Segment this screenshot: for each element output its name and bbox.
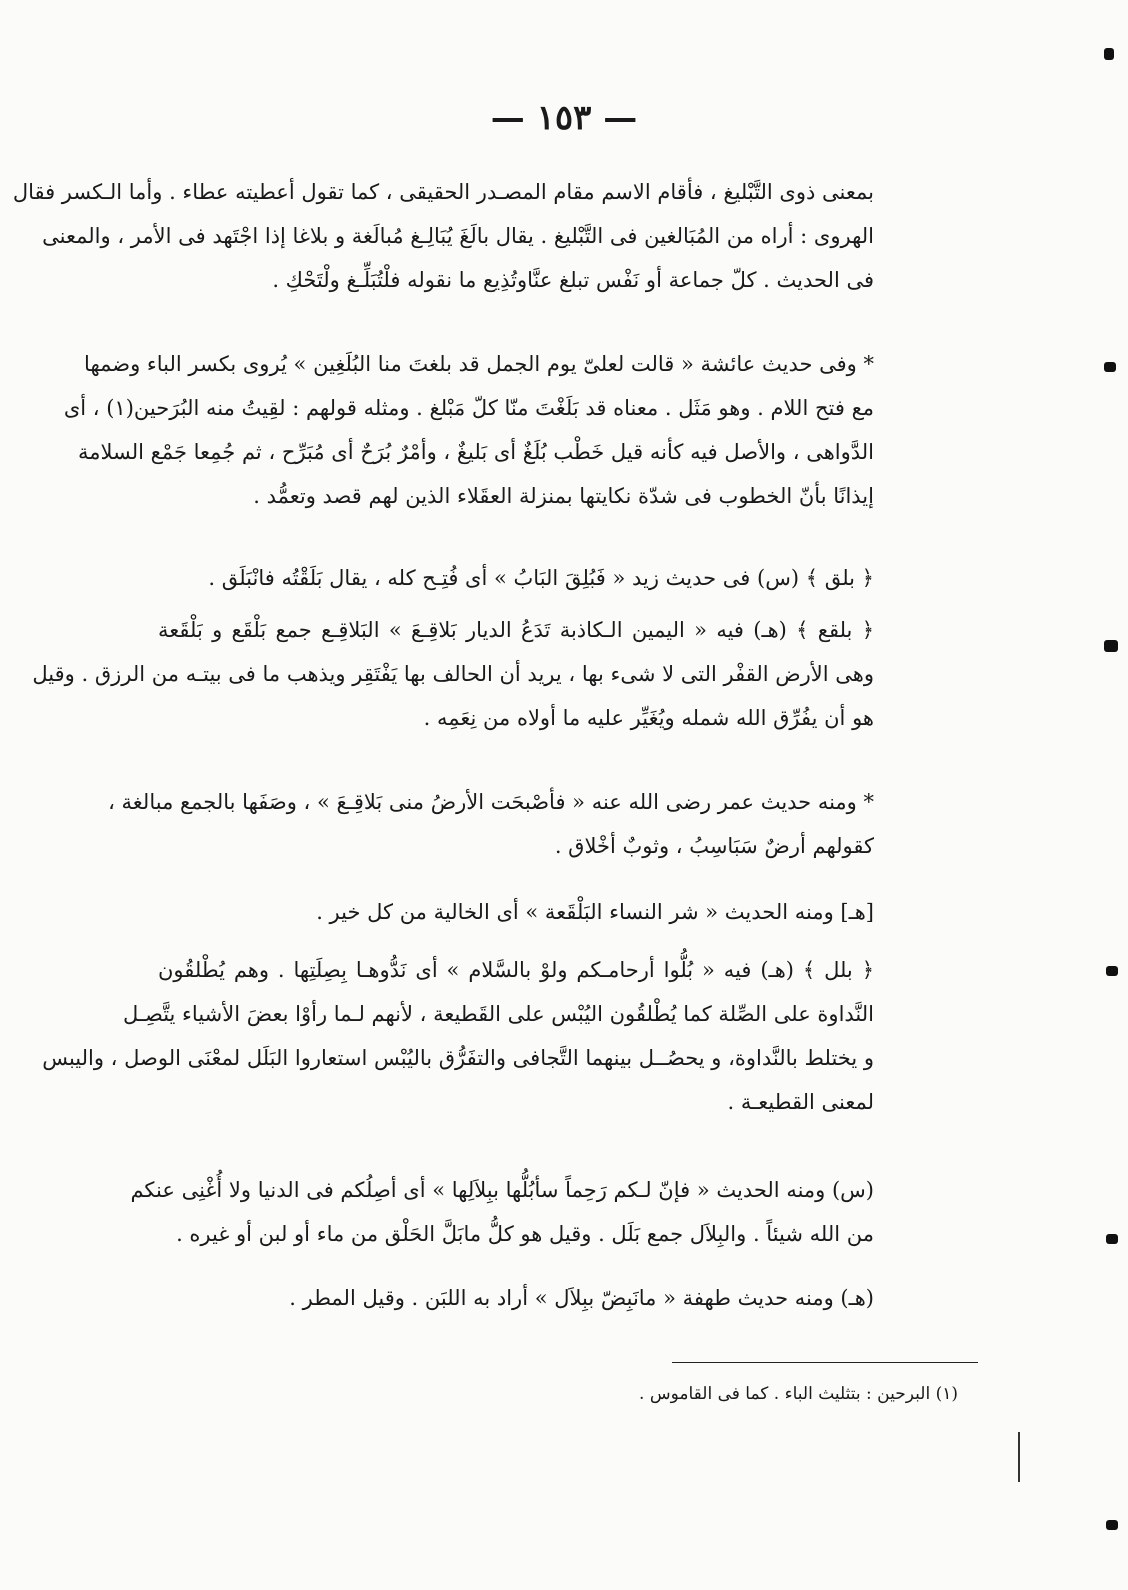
page-edge-mark	[1106, 1234, 1118, 1244]
text-line: (هـ) ومنه حديث طهفة « مانَبِضّ ببِلاَل » أراد به اللبَن . وقيل المطر .	[289, 1286, 874, 1310]
paragraph-tabligh	[12, 170, 874, 302]
page-edge-mark	[1104, 362, 1116, 372]
text-line: النَّداوة على الصِّلة كما يُطْلقُون اليُبْس على القَطيعة ، لأنهم لـما رأوْا بعضَ الأشياء يتَّصِـل	[122, 1002, 874, 1026]
text-line: الدَّواهى ، والأصل فيه كأنه قيل خَطْب بُلَغٌ أى بَليغٌ ، وأمْرٌ بُرَحٌ أى مُبَرِّح ، ثم جُمِعا جَمْع السلامة	[77, 440, 874, 464]
footnote: (١) البرحين : بتثليث الباء . كما فى القاموس .	[639, 1384, 958, 1404]
paragraph-balqaa	[158, 890, 874, 934]
text-line: و يختلط بالنَّداوة، و يحصُــل بينهما التَّجافى والتفَرُّق باليُبْس استعاروا البَلَل لمعْنَى الوصل ، واليبس	[42, 1046, 874, 1070]
entry-balqa	[32, 608, 874, 740]
text-line: من الله شيئاً . والبِلاَل جمع بَلَل . وقيل هو كلُّ مابَلَّ الحَلْق من ماء أو لبن أو غيره .	[176, 1222, 874, 1246]
paragraph-umar-hadith	[108, 780, 874, 868]
text-line: (س) ومنه الحديث « فإنّ لـكم رَحِماً سأبُلُّها ببِلاَلِها » أى أصِلُكم فى الدنيا ولا أُغْنِى عنكم	[130, 1178, 874, 1202]
paragraph-tahfa-hadith	[158, 1276, 874, 1320]
text-line: بمعنى ذوى التَّبْليغ ، فأقام الاسم مقام المصـدر الحقيقى ، كما تقول أعطيته عطاء . وأما الـكسر فقال	[12, 180, 874, 204]
page-number: — ١٥٣ —	[490, 98, 638, 138]
page-edge-mark	[1104, 640, 1118, 652]
entry-balaq	[158, 556, 874, 600]
margin-line	[1018, 1432, 1020, 1482]
footnote-divider	[672, 1362, 978, 1363]
page-edge-mark	[1106, 1520, 1118, 1530]
text-line: ﴿ بلق ﴾ (س) فى حديث زيد « فَبُلِقَ البَابُ » أى فُتِـح كله ، يقال بَلَقْتُه فانْبَلَق .	[208, 566, 874, 590]
paragraph-rahim-hadith	[130, 1168, 874, 1256]
page-edge-mark	[1106, 966, 1118, 976]
text-line: هو أن يفُرِّق الله شمله ويُغَيِّر عليه ما أولاه من نِعَمِه .	[423, 706, 874, 730]
entry-balal	[42, 948, 874, 1124]
text-line: كقولهم أرضٌ سَبَاسِبُ ، وثوبٌ أخْلاق .	[554, 834, 874, 858]
text-line: فى الحديث . كلّ جماعة أو نَفْس تبلغ عنَّاوتُذِيع ما نقوله فلْتُبَلِّـغ ولْتَحْكِ .	[272, 268, 874, 292]
text-line: مع فتح اللام . وهو مَثَل . معناه قد بَلَغْتَ منّا كلّ مَبْلغ . ومثله قولهم : لقِيتُ منه البُرَحين(١) ، أى	[63, 396, 874, 420]
text-line: إيذانًا بأنّ الخطوب فى شدّة نكايتها بمنزلة العقَلاء الذين لهم قصد وتعمُّد .	[253, 484, 874, 508]
paragraph-aisha-hadith	[63, 342, 874, 518]
text-line: ﴿ بلقع ﴾ (هـ) فيه « اليمين الـكاذبة تَدَعُ الديار بَلاقِـعَ » البَلاقِـع جمع بَلْقَع و بَلْقَعة	[158, 618, 874, 642]
text-line: لمعنى القطيعـة .	[727, 1090, 874, 1114]
text-line: [هـ] ومنه الحديث « شر النساء البَلْقَعة » أى الخالية من كل خير .	[316, 900, 874, 924]
text-line: * وفى حديث عائشة « قالت لعلىّ يوم الجمل قد بلغتَ منا البُلَغِين » يُروى بكسر الباء وضمها	[84, 352, 874, 376]
text-line: * ومنه حديث عمر رضى الله عنه « فأصْبحَت الأرضُ منى بَلاقِـعَ » ، وصَفَها بالجمع مبالغة ،	[108, 790, 874, 814]
text-line: وهى الأرض القفْر التى لا شىء بها ، يريد أن الحالف بها يَفْتَقِر ويذهب ما فى بيتـه من الرزق . وقيل	[32, 662, 874, 686]
text-line: ﴿ بلل ﴾ (هـ) فيه « بُلُّوا أرحامـكم ولوْ بالسَّلام » أى نَدُّوهـا بِصِلَتِها . وهم يُطْلقُون	[158, 958, 874, 982]
text-line: الهروى : أراه من المُبَالغين فى التَّبْليغ . يقال بالَغَ يُبَالِـغ مُبالَغة و بلاغا إذا اجْتَهد فى الأمر ، والمعنى	[42, 224, 874, 248]
page-edge-mark	[1104, 48, 1114, 60]
